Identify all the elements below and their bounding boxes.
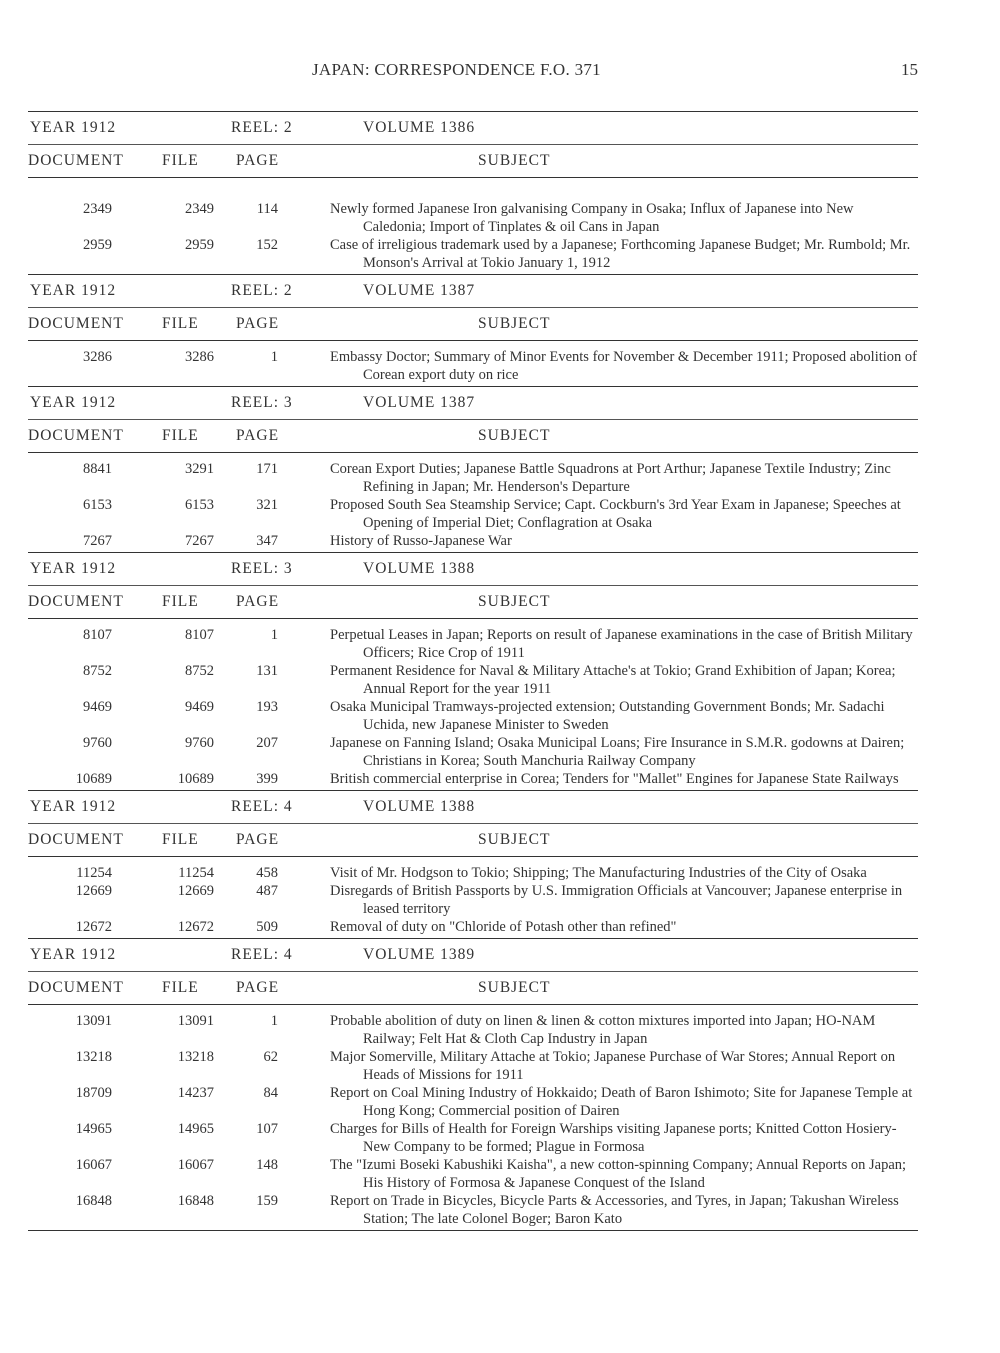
year-label: YEAR 1912 — [30, 394, 117, 411]
column-header-document: DOCUMENT — [28, 979, 124, 996]
page-reference: 193 — [256, 699, 278, 715]
column-header-file: FILE — [162, 315, 199, 332]
page-reference: 84 — [263, 1085, 278, 1101]
file-number: 7267 — [185, 533, 214, 549]
section-header — [28, 112, 918, 144]
page-reference: 399 — [256, 771, 278, 787]
table-row — [28, 882, 918, 918]
column-header — [28, 824, 918, 856]
table-row — [28, 1120, 918, 1156]
volume-label: VOLUME 1387 — [363, 394, 476, 411]
page-reference: 148 — [256, 1157, 278, 1173]
table-row — [28, 200, 918, 236]
column-header — [28, 972, 918, 1004]
table-row — [28, 236, 918, 272]
file-number: 16067 — [177, 1157, 214, 1173]
subject-text: Report on Trade in Bicycles, Bicycle Parts & Accessories, and Tyres, in Japan; Takushan Wireless Station; The late Colonel Boger; Baron Kato — [330, 1193, 899, 1227]
table-row — [28, 770, 918, 788]
column-header-subject: SUBJECT — [478, 979, 551, 996]
page-number: 15 — [901, 60, 918, 79]
table-rows — [28, 857, 918, 938]
document-number: 14965 — [75, 1121, 112, 1137]
subject-text: Case of irreligious trademark used by a Japanese; Forthcoming Japanese Budget; Mr. Rumbold; Mr. Monson's Arrival at Tokio January 1, 1912 — [330, 237, 911, 271]
volume-label: VOLUME 1388 — [363, 798, 476, 815]
subject-text: Corean Export Duties; Japanese Battle Squadrons at Port Arthur; Japanese Textile Industry; Zinc Refining in Japan; Mr. Henderson's Departure — [330, 461, 891, 495]
column-header-document: DOCUMENT — [28, 831, 124, 848]
column-header — [28, 145, 918, 177]
document-number: 11254 — [76, 865, 112, 881]
document-number: 9760 — [83, 735, 112, 751]
page-reference: 131 — [256, 663, 278, 679]
column-header — [28, 586, 918, 618]
file-number: 3286 — [185, 349, 214, 365]
subject-text: Report on Coal Mining Industry of Hokkaido; Death of Baron Ishimoto; Site for Japanese Temple at Hong Kong; Commercial position of Dairen — [330, 1085, 913, 1119]
reel-label: REEL: 4 — [231, 798, 293, 815]
column-header-subject: SUBJECT — [478, 427, 551, 444]
column-header-page: PAGE — [236, 427, 280, 444]
file-number: 8752 — [185, 663, 214, 679]
column-header-page: PAGE — [236, 315, 280, 332]
subject-text: Permanent Residence for Naval & Military Attache's at Tokio; Grand Exhibition of Japan; Korea; Annual Report for the year 1911 — [330, 663, 896, 697]
document-number: 8841 — [83, 461, 112, 477]
table-row — [28, 698, 918, 734]
table-row — [28, 626, 918, 662]
subject-text: Embassy Doctor; Summary of Minor Events for November & December 1911; Proposed abolition of Corean export duty on rice — [330, 349, 918, 383]
table-rows — [28, 178, 918, 274]
correspondence-index — [28, 111, 918, 1231]
subject-text: British commercial enterprise in Corea; Tenders for "Mallet" Engines for Japanese State Railways — [330, 771, 899, 787]
document-number: 18709 — [75, 1085, 112, 1101]
column-header-file: FILE — [162, 979, 199, 996]
page-reference: 114 — [256, 201, 278, 217]
column-header-page: PAGE — [236, 979, 280, 996]
page-reference: 1 — [270, 627, 278, 643]
table-row — [28, 1192, 918, 1228]
volume-label: VOLUME 1388 — [363, 560, 476, 577]
section-header — [28, 791, 918, 823]
table-row — [28, 662, 918, 698]
document-number: 9469 — [83, 699, 112, 715]
subject-text: Proposed South Sea Steamship Service; Capt. Cockburn's 3rd Year Exam in Japanese; Speeches at Opening of Imperial Diet; Conflagration at Osaka — [330, 497, 901, 531]
page-reference: 159 — [256, 1193, 278, 1209]
file-number: 12669 — [177, 883, 214, 899]
table-row — [28, 918, 918, 936]
page-reference: 152 — [256, 237, 278, 253]
rule — [28, 1230, 918, 1231]
volume-label: VOLUME 1387 — [363, 282, 476, 299]
table-row — [28, 734, 918, 770]
page-reference: 458 — [256, 865, 278, 881]
document-number: 12672 — [75, 919, 112, 935]
document-number: 16848 — [75, 1193, 112, 1209]
table-rows — [28, 619, 918, 790]
table-row — [28, 460, 918, 496]
table-row — [28, 1156, 918, 1192]
table-row — [28, 864, 918, 882]
document-number: 16067 — [75, 1157, 112, 1173]
column-header — [28, 420, 918, 452]
file-number: 16848 — [177, 1193, 214, 1209]
year-label: YEAR 1912 — [30, 946, 117, 963]
page-reference: 487 — [256, 883, 278, 899]
table-row — [28, 348, 918, 384]
file-number: 9760 — [185, 735, 214, 751]
column-header-page: PAGE — [236, 831, 280, 848]
subject-text: Japanese on Fanning Island; Osaka Municipal Loans; Fire Insurance in S.M.R. godowns at Dairen; Christians in Korea; South Manchuria Railway Company — [330, 735, 905, 769]
column-header-document: DOCUMENT — [28, 315, 124, 332]
subject-text: Visit of Mr. Hodgson to Tokio; Shipping; The Manufacturing Industries of the City of Osaka — [330, 865, 867, 881]
document-number: 13091 — [75, 1013, 112, 1029]
subject-text: Perpetual Leases in Japan; Reports on result of Japanese examinations in the case of British Military Officers; Rice Crop of 1911 — [330, 627, 913, 661]
document-number: 8107 — [83, 627, 112, 643]
column-header-file: FILE — [162, 593, 199, 610]
subject-text: Probable abolition of duty on linen & linen & cotton mixtures imported into Japan; HO-NAM Railway; Felt Hat & Cloth Cap Industry in Japan — [330, 1013, 876, 1047]
subject-text: History of Russo-Japanese War — [330, 533, 512, 549]
section-header — [28, 387, 918, 419]
table-row — [28, 1012, 918, 1048]
column-header-page: PAGE — [236, 152, 280, 169]
page-reference: 62 — [263, 1049, 278, 1065]
page-reference: 207 — [256, 735, 278, 751]
reel-label: REEL: 4 — [231, 946, 293, 963]
column-header-document: DOCUMENT — [28, 593, 124, 610]
table-row — [28, 1048, 918, 1084]
column-header-file: FILE — [162, 427, 199, 444]
document-number: 8752 — [83, 663, 112, 679]
table-row — [28, 1084, 918, 1120]
column-header — [28, 308, 918, 340]
year-label: YEAR 1912 — [30, 282, 117, 299]
section-header — [28, 553, 918, 585]
subject-text: Newly formed Japanese Iron galvanising Company in Osaka; Influx of Japanese into New Caledonia; Import of Tinplates & oil Cans in Japan — [330, 201, 854, 235]
column-header-file: FILE — [162, 831, 199, 848]
file-number: 12672 — [177, 919, 214, 935]
document-number: 13218 — [75, 1049, 112, 1065]
subject-text: Osaka Municipal Tramways-projected extension; Outstanding Government Bonds; Mr. Sadachi Uchida, new Japanese Minister to Sweden — [330, 699, 885, 733]
column-header-subject: SUBJECT — [478, 593, 551, 610]
page-reference: 171 — [256, 461, 278, 477]
subject-text: Charges for Bills of Health for Foreign Warships visiting Japanese ports; Knitted Cotton Hosiery-New Company to be formed; Plague in Formosa — [330, 1121, 897, 1155]
file-number: 14965 — [177, 1121, 214, 1137]
reel-label: REEL: 2 — [231, 282, 293, 299]
file-number: 14237 — [177, 1085, 214, 1101]
document-number: 6153 — [83, 497, 112, 513]
page-reference: 347 — [256, 533, 278, 549]
document-number: 3286 — [83, 349, 112, 365]
file-number: 13091 — [177, 1013, 214, 1029]
section-header — [28, 275, 918, 307]
column-header-document: DOCUMENT — [28, 427, 124, 444]
table-rows — [28, 1005, 918, 1230]
file-number: 3291 — [185, 461, 214, 477]
column-header-subject: SUBJECT — [478, 831, 551, 848]
page-header — [0, 60, 1000, 80]
reel-label: REEL: 3 — [231, 560, 293, 577]
file-number: 2959 — [185, 237, 214, 253]
page-title: JAPAN: CORRESPONDENCE F.O. 371 — [312, 60, 601, 79]
year-label: YEAR 1912 — [30, 798, 117, 815]
volume-label: VOLUME 1386 — [363, 119, 476, 136]
volume-label: VOLUME 1389 — [363, 946, 476, 963]
document-number: 12669 — [75, 883, 112, 899]
column-header-subject: SUBJECT — [478, 152, 551, 169]
column-header-document: DOCUMENT — [28, 152, 124, 169]
subject-text: The "Izumi Boseki Kabushiki Kaisha", a new cotton-spinning Company; Annual Reports on Japan; His History of Formosa & Japanese Conquest of the Island — [330, 1157, 907, 1191]
document-number: 7267 — [83, 533, 112, 549]
document-number: 10689 — [75, 771, 112, 787]
column-header-page: PAGE — [236, 593, 280, 610]
column-header-file: FILE — [162, 152, 199, 169]
document-number: 2959 — [83, 237, 112, 253]
file-number: 11254 — [178, 865, 214, 881]
file-number: 2349 — [185, 201, 214, 217]
reel-label: REEL: 3 — [231, 394, 293, 411]
page-reference: 321 — [256, 497, 278, 513]
subject-text: Removal of duty on "Chloride of Potash other than refined" — [330, 919, 677, 935]
document-number: 2349 — [83, 201, 112, 217]
page-reference: 1 — [270, 349, 278, 365]
subject-text: Disregards of British Passports by U.S. Immigration Officials at Vancouver; Japanese enterprise in leased territory — [330, 883, 903, 917]
table-rows — [28, 341, 918, 386]
file-number: 8107 — [185, 627, 214, 643]
year-label: YEAR 1912 — [30, 119, 117, 136]
table-rows — [28, 453, 918, 552]
column-header-subject: SUBJECT — [478, 315, 551, 332]
section-header — [28, 939, 918, 971]
table-row — [28, 532, 918, 550]
file-number: 13218 — [177, 1049, 214, 1065]
subject-text: Major Somerville, Military Attache at Tokio; Japanese Purchase of War Stores; Annual Report on Heads of Missions for 1911 — [330, 1049, 896, 1083]
table-row — [28, 496, 918, 532]
reel-label: REEL: 2 — [231, 119, 293, 136]
page-reference: 107 — [256, 1121, 278, 1137]
year-label: YEAR 1912 — [30, 560, 117, 577]
page-reference: 509 — [256, 919, 278, 935]
file-number: 10689 — [177, 771, 214, 787]
file-number: 9469 — [185, 699, 214, 715]
page-reference: 1 — [270, 1013, 278, 1029]
file-number: 6153 — [185, 497, 214, 513]
